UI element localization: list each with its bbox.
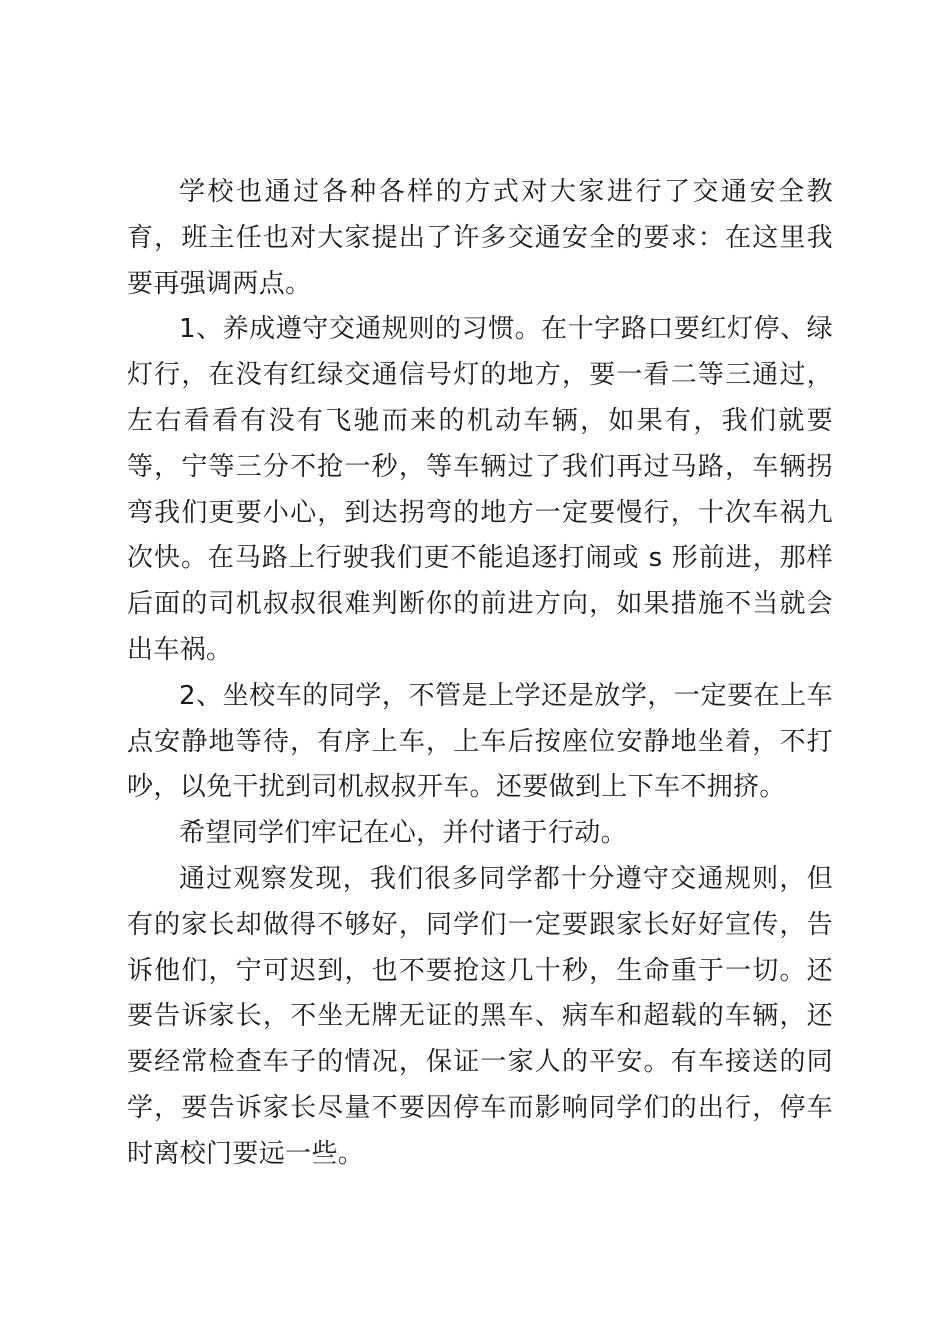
paragraph-point-1: 1、养成遵守交通规则的习惯。在十字路口要红灯停、绿灯行，在没有红绿交通信号灯的地方，要一看二等三通过，左右看看有没有飞驰而来的机动车辆，如果有，我们就要等，宁等三分不抢一秒，等车辆过了我们再过马路，车辆拐弯我们更要小心，到达拐弯的地方一定要慢行，十次车祸九次快。在马路上行驶我们更不能追逐打闹或 s 形前进，那样后面的司机叔叔很难判断你的前进方向，如果措施不当就会出车祸。 — [127, 314, 833, 665]
document-body — [127, 170, 833, 1178]
paragraph-point-2: 2、坐校车的同学，不管是上学还是放学，一定要在上车点安静地等待，有序上车，上车后按座位安静地坐着，不打吵，以免干扰到司机叔叔开车。还要做到上下车不拥挤。 — [127, 680, 833, 803]
paragraph-observation: 通过观察发现，我们很多同学都十分遵守交通规则，但有的家长却做得不够好，同学们一定要跟家长好好宣传，告诉他们，宁可迟到，也不要抢这几十秒，生命重于一切。还要告诉家长，不坐无牌无证的黑车、病车和超载的车辆，还要经常检查车子的情况，保证一家人的平安。有车接送的同学，要告诉家长尽量不要因停车而影响同学们的出行，停车时离校门要远一些。 — [127, 863, 833, 1169]
paragraph-intro: 学校也通过各种各样的方式对大家进行了交通安全教育，班主任也对大家提出了许多交通安全的要求：在这里我要再强调两点。 — [127, 177, 833, 299]
paragraph-hope: 希望同学们牢记在心，并付诸于行动。 — [179, 818, 627, 849]
